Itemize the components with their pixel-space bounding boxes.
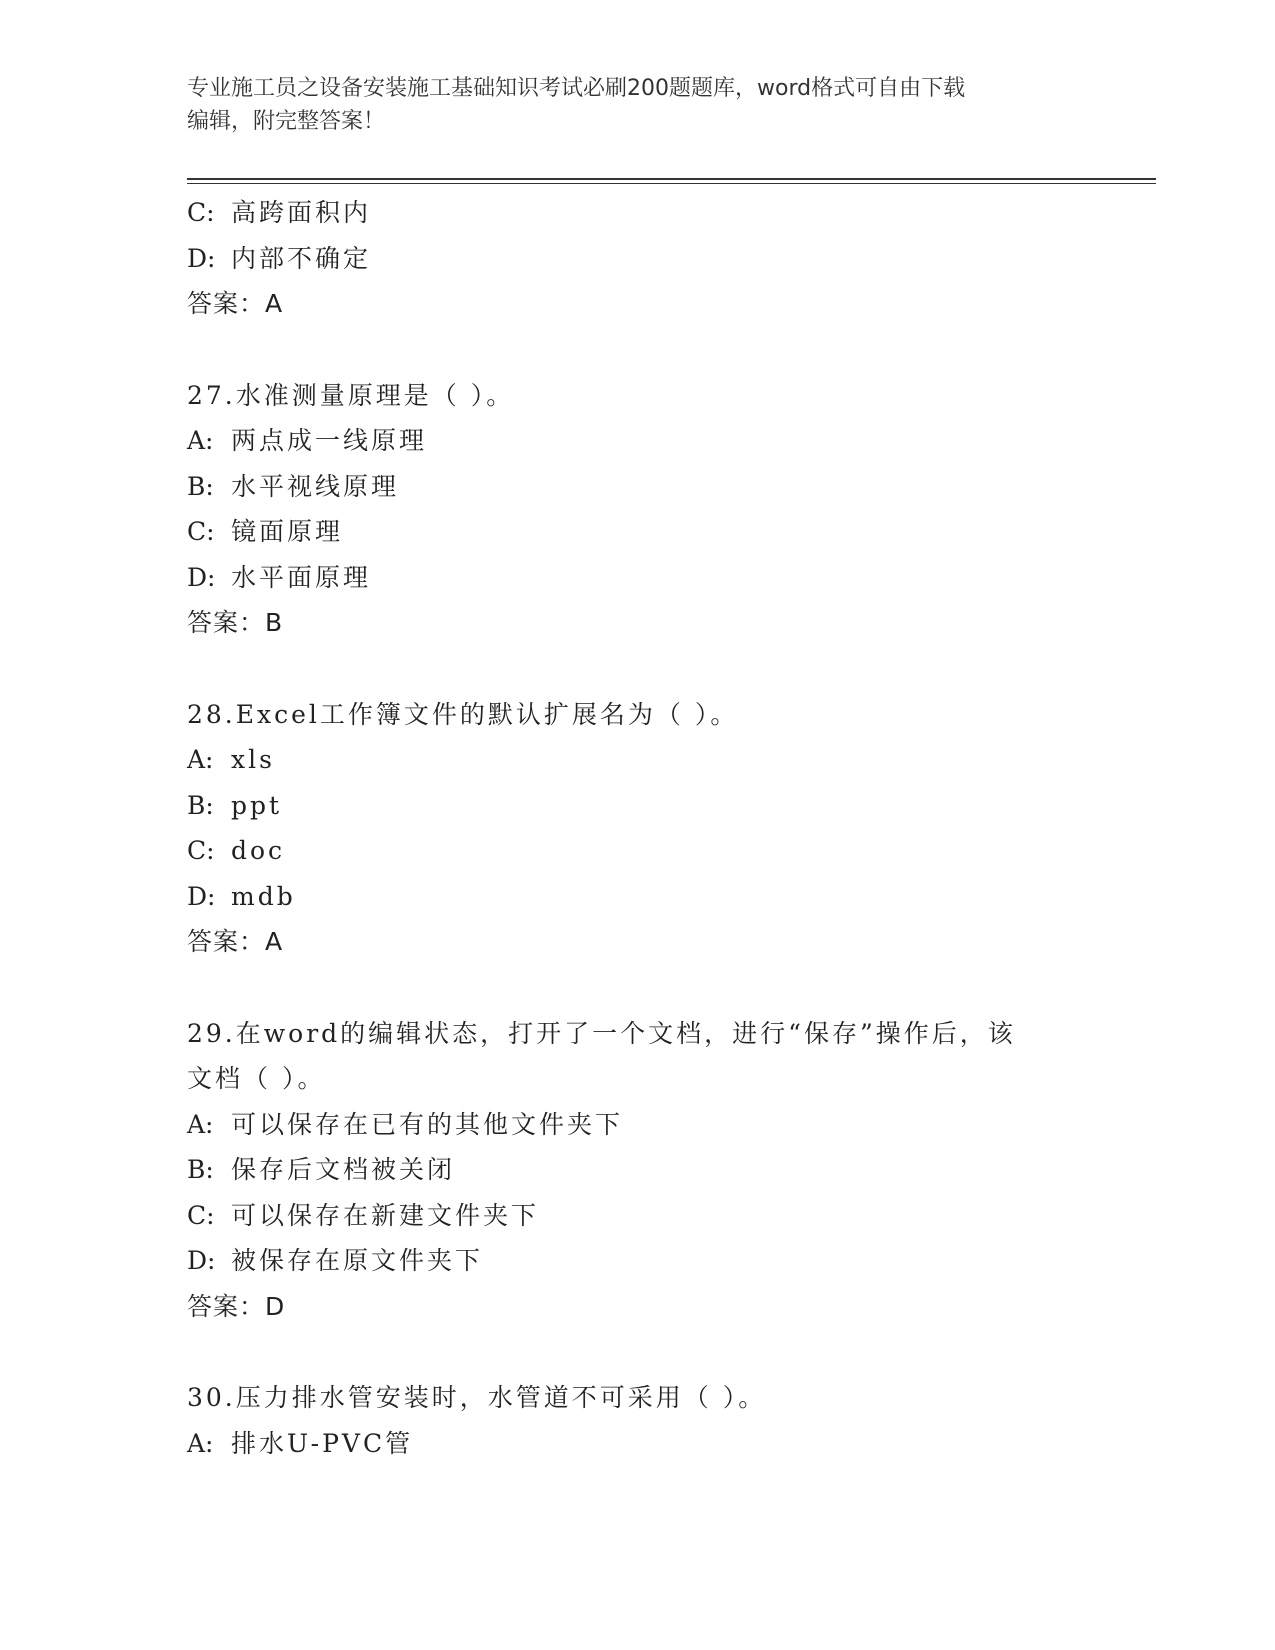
option-b (187, 783, 1087, 829)
option-label: A: (187, 745, 214, 774)
option-text: 水平面原理 (231, 562, 372, 592)
spacer (187, 1329, 1087, 1375)
option-text: 水平视线原理 (231, 471, 400, 501)
option-text: 可以保存在新建文件夹下 (231, 1200, 540, 1230)
header-rule-thick (187, 178, 1156, 180)
option-text: 镜面原理 (231, 517, 344, 546)
option-label: C: (187, 198, 215, 227)
option-d (187, 874, 1087, 920)
option-label: C: (187, 836, 215, 865)
option-label: D: (187, 243, 216, 273)
option-text: xls (231, 745, 275, 774)
question-27 (187, 373, 1087, 646)
question-text: 28.Excel工作簿文件的默认扩展名为（ ）。 (187, 699, 739, 729)
question-text: 30.压力排水管安装时，水管道不可采用（ ）。 (187, 1383, 767, 1412)
question-28 (187, 692, 1087, 965)
document-header (187, 72, 1067, 138)
option-label: A: (187, 426, 214, 455)
option-a (187, 737, 1087, 783)
option-text: 可以保存在已有的其他文件夹下 (231, 1109, 624, 1139)
header-title-line1: 专业施工员之设备安装施工基础知识考试必刷200题题库，word格式可自由下载 (187, 76, 966, 101)
option-text: 内部不确定 (231, 243, 372, 273)
option-label: D: (187, 1246, 216, 1275)
option-c (187, 509, 1087, 555)
question-text-line2: 文档（ ）。 (187, 1064, 326, 1093)
option-a (187, 1421, 1087, 1467)
option-label: B: (187, 790, 214, 820)
option-c (187, 190, 1087, 236)
option-text: 排水U-PVC管 (231, 1428, 414, 1458)
option-text: mdb (231, 881, 296, 911)
answer: 答案：D (187, 1291, 286, 1321)
option-d (187, 555, 1087, 601)
spacer (187, 646, 1087, 692)
question-26-tail (187, 190, 1087, 327)
option-label: B: (187, 471, 214, 501)
option-d (187, 236, 1087, 282)
question-text: 27.水准测量原理是（ ）。 (187, 380, 515, 410)
option-text: doc (231, 836, 286, 865)
option-c (187, 1193, 1087, 1239)
option-b (187, 464, 1087, 510)
option-label: D: (187, 881, 216, 911)
option-text: 被保存在原文件夹下 (231, 1246, 484, 1275)
question-list (187, 190, 1087, 1466)
option-d (187, 1238, 1087, 1284)
option-label: D: (187, 562, 216, 592)
option-label: C: (187, 1200, 215, 1230)
option-a (187, 418, 1087, 464)
header-rule-thin (187, 183, 1156, 184)
option-label: B: (187, 1155, 214, 1184)
spacer (187, 327, 1087, 373)
option-a (187, 1102, 1087, 1148)
option-b (187, 1147, 1087, 1193)
answer: 答案：A (187, 927, 284, 956)
option-label: C: (187, 517, 215, 546)
option-label: A: (187, 1428, 214, 1458)
option-text: 保存后文档被关闭 (231, 1155, 456, 1184)
header-title-line2: 编辑，附完整答案！ (187, 109, 386, 134)
question-29 (187, 1011, 1087, 1330)
answer: 答案：A (187, 289, 284, 318)
question-text-line1: 29.在word的编辑状态，打开了一个文档，进行“保存”操作后，该 (187, 1018, 1016, 1048)
option-text: ppt (231, 790, 283, 820)
answer: 答案：B (187, 608, 284, 637)
option-label: A: (187, 1109, 214, 1139)
question-30 (187, 1375, 1087, 1466)
option-c (187, 828, 1087, 874)
option-text: 高跨面积内 (231, 198, 372, 227)
option-text: 两点成一线原理 (231, 426, 428, 455)
spacer (187, 965, 1087, 1011)
